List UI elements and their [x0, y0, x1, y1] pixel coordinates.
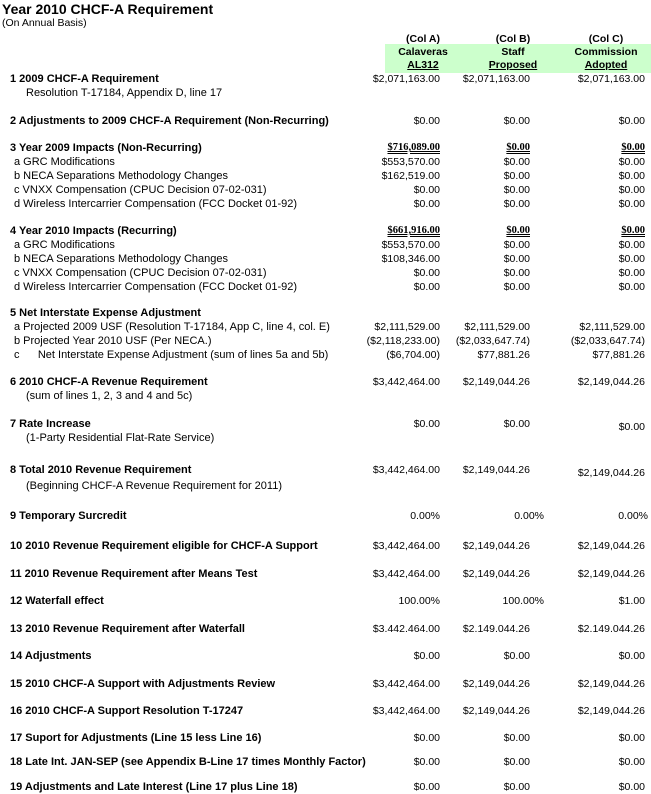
row-label: 15 2010 CHCF-A Support with Adjustments Review: [10, 678, 276, 690]
value-col-b: $0.00: [503, 281, 530, 293]
row-label: a GRC Modifications: [14, 239, 115, 251]
table-row-3b: [0, 169, 651, 183]
table-row-4a: [0, 238, 651, 252]
value-col-b: $0.00: [503, 198, 530, 210]
table-row-8-note: [0, 479, 651, 493]
table-row-4c: [0, 266, 651, 280]
value-col-a: $0.00: [413, 115, 440, 127]
value-col-a: $3,442,464.00: [372, 540, 440, 552]
row-label: c Net Interstate Expense Adjustment (sum of lines 5a and 5b): [14, 349, 329, 361]
value-col-b: ($2,033,647.74): [455, 335, 530, 347]
table-row-4: [0, 224, 651, 238]
row-label: 6 2010 CHCF-A Revenue Requirement: [10, 376, 208, 388]
value-col-a: $2,111,529.00: [374, 321, 440, 333]
value-col-b: $0.00: [503, 732, 530, 744]
table-row-6-note: [0, 389, 651, 403]
value-col-b: 100.00%: [502, 595, 544, 607]
table-row-18: [0, 755, 651, 769]
table-row-14: [0, 649, 651, 663]
value-col-b: $2.149.044.26: [462, 623, 530, 635]
row-label: c VNXX Compensation (CPUC Decision 07-02-031): [14, 267, 267, 279]
value-col-b: $0.00: [503, 239, 530, 251]
table-row-1-note: [0, 86, 651, 100]
row-label: c VNXX Compensation (CPUC Decision 07-02-031): [14, 184, 267, 196]
value-col-a: $661,916.00: [387, 225, 440, 236]
column-header-c: [563, 33, 649, 72]
column-sub: AL312: [407, 59, 439, 71]
value-col-b: $2,071,163.00: [462, 73, 530, 85]
table-row-7: [0, 417, 651, 431]
value-col-c: $77,881.26: [592, 349, 645, 361]
row-label: b Projected Year 2010 USF (Per NECA.): [14, 335, 212, 347]
value-col-b: $0.00: [506, 142, 530, 153]
value-col-c: $0.00: [618, 732, 645, 744]
table-row-7-note: [0, 431, 651, 445]
value-col-a: $0.00: [413, 756, 440, 768]
column-name: Staff: [501, 46, 525, 58]
value-col-b: $2,111,529.00: [464, 321, 530, 333]
value-col-a: $2,071,163.00: [372, 73, 440, 85]
value-col-c: $0.00: [618, 156, 645, 168]
row-label: a Projected 2009 USF (Resolution T-17184, App C, line 4, col. E): [14, 321, 330, 333]
value-col-b: $0.00: [503, 267, 530, 279]
value-col-a: $3,442,464.00: [372, 376, 440, 388]
row-label: 11 2010 Revenue Requirement after Means Test: [10, 568, 258, 580]
row-note: (sum of lines 1, 2, 3 and 4 and 5c): [26, 390, 193, 402]
value-col-a: $716,089.00: [387, 142, 440, 153]
row-label: b NECA Separations Methodology Changes: [14, 253, 229, 265]
table-row-11: [0, 567, 651, 581]
value-col-b: $0.00: [503, 253, 530, 265]
table-row-16: [0, 704, 651, 718]
column-header-b: [470, 33, 556, 72]
row-label: a GRC Modifications: [14, 156, 115, 168]
value-col-c: $1.00: [618, 595, 645, 607]
row-note: (Beginning CHCF-A Revenue Requirement for 2011): [26, 480, 282, 492]
column-sub: Proposed: [488, 59, 538, 71]
table-row-3: [0, 141, 651, 155]
row-label: d Wireless Intercarrier Compensation (FCC Docket 01-92): [14, 281, 298, 293]
table-row-3c: [0, 183, 651, 197]
value-col-b: $2,149,044.26: [462, 464, 530, 476]
value-col-b: $0.00: [503, 781, 530, 793]
value-col-a: 0.00%: [410, 510, 440, 522]
table-row-2: [0, 114, 651, 128]
value-col-c: $2,149,044.26: [577, 678, 645, 690]
value-col-b: $77,881.26: [477, 349, 530, 361]
value-col-c: $0.00: [618, 239, 645, 251]
table-row-13: [0, 622, 651, 636]
row-label: 10 2010 Revenue Requirement eligible for CHCF-A Support: [10, 540, 318, 552]
value-col-c: $0.00: [618, 281, 645, 293]
value-col-b: $0.00: [503, 418, 530, 430]
value-col-b: $2,149,044.26: [462, 678, 530, 690]
value-col-a: $0.00: [413, 267, 440, 279]
row-label: 16 2010 CHCF-A Support Resolution T-17247: [10, 705, 244, 717]
value-col-c: $2,149,044.26: [577, 376, 645, 388]
value-col-b: $0.00: [503, 115, 530, 127]
value-col-a: $3,442,464.00: [372, 568, 440, 580]
column-code: (Col A): [405, 33, 441, 45]
value-col-a: $0.00: [413, 184, 440, 196]
value-col-b: $2,149,044.26: [462, 376, 530, 388]
value-col-a: $3,442,464.00: [372, 678, 440, 690]
value-col-a: $0.00: [413, 732, 440, 744]
row-label: 4 Year 2010 Impacts (Recurring): [10, 225, 177, 237]
value-col-c: 0.00%: [618, 510, 648, 522]
value-col-a: $553,570.00: [381, 239, 440, 251]
value-col-a: ($2,118,233.00): [366, 335, 440, 347]
table-row-1: [0, 72, 651, 86]
row-label: 3 Year 2009 Impacts (Non-Recurring): [10, 142, 202, 154]
table-row-8: [0, 463, 651, 477]
value-col-c: $2,071,163.00: [577, 73, 645, 85]
table-row-15: [0, 677, 651, 691]
page-title: Year 2010 CHCF-A Requirement: [2, 1, 214, 17]
column-header-a: [380, 33, 466, 72]
value-col-c: $0.00: [618, 267, 645, 279]
value-col-a: $3,442,464.00: [372, 464, 440, 476]
table-row-5: [0, 306, 651, 320]
row-label: 17 Suport for Adjustments (Line 15 less Line 16): [10, 732, 262, 744]
value-col-c: $0.00: [618, 198, 645, 210]
value-col-c: $2,111,529.00: [579, 321, 645, 333]
row-label: 12 Waterfall effect: [10, 595, 104, 607]
row-label: d Wireless Intercarrier Compensation (FCC Docket 01-92): [14, 198, 298, 210]
value-col-c: $2,149,044.26: [577, 467, 645, 479]
value-col-a: $0.00: [413, 198, 440, 210]
value-col-c: ($2,033,647.74): [570, 335, 645, 347]
value-col-b: $0.00: [503, 170, 530, 182]
row-label: 1 2009 CHCF-A Requirement: [10, 73, 159, 85]
value-col-c: $0.00: [618, 115, 645, 127]
table-row-5a: [0, 320, 651, 334]
row-label: 19 Adjustments and Late Interest (Line 17 plus Line 18): [10, 781, 298, 793]
value-col-c: $2,149,044.26: [577, 568, 645, 580]
row-label: 7 Rate Increase: [10, 418, 91, 430]
value-col-a: $3,442,464.00: [372, 705, 440, 717]
table-row-3a: [0, 155, 651, 169]
value-col-c: $0.00: [618, 756, 645, 768]
value-col-a: $0.00: [413, 281, 440, 293]
value-col-a: $162,519.00: [381, 170, 440, 182]
row-label: 8 Total 2010 Revenue Requirement: [10, 464, 192, 476]
value-col-a: 100.00%: [398, 595, 440, 607]
page-subtitle: (On Annual Basis): [2, 17, 87, 29]
row-label: 5 Net Interstate Expense Adjustment: [10, 307, 201, 319]
value-col-a: $0.00: [413, 781, 440, 793]
value-col-a: ($6,704.00): [386, 349, 440, 361]
value-col-a: $108,346.00: [381, 253, 440, 265]
value-col-c: $0.00: [618, 170, 645, 182]
value-col-b: $0.00: [503, 156, 530, 168]
table-row-12: [0, 594, 651, 608]
value-col-a: $553,570.00: [381, 156, 440, 168]
value-col-a: $3.442.464.00: [372, 623, 440, 635]
column-sub: Adopted: [584, 59, 628, 71]
row-label: 13 2010 Revenue Requirement after Waterfall: [10, 623, 245, 635]
table-row-10: [0, 539, 651, 553]
value-col-c: $0.00: [618, 184, 645, 196]
column-name: Calaveras: [398, 46, 448, 58]
value-col-b: $0.00: [503, 184, 530, 196]
value-col-a: $0.00: [413, 418, 440, 430]
row-label: b NECA Separations Methodology Changes: [14, 170, 229, 182]
table-row-17: [0, 731, 651, 745]
table-row-5b: [0, 334, 651, 348]
table-row-19: [0, 780, 651, 794]
value-col-c: $0.00: [621, 225, 645, 236]
value-col-c: $0.00: [621, 142, 645, 153]
table-row-5c: [0, 348, 651, 362]
table-row-6: [0, 375, 651, 389]
column-code: (Col C): [588, 33, 624, 45]
value-col-c: $0.00: [618, 253, 645, 265]
value-col-b: $2,149,044.26: [462, 540, 530, 552]
table-row-4d: [0, 280, 651, 294]
value-col-b: $2,149,044.26: [462, 568, 530, 580]
value-col-c: $0.00: [618, 421, 645, 433]
table-row-3d: [0, 197, 651, 211]
table-row-9: [0, 509, 651, 523]
value-col-b: 0.00%: [514, 510, 544, 522]
value-col-b: $0.00: [506, 225, 530, 236]
value-col-b: $0.00: [503, 756, 530, 768]
column-code: (Col B): [495, 33, 531, 45]
row-label: 2 Adjustments to 2009 CHCF-A Requirement (Non-Recurring): [10, 115, 329, 127]
column-name: Commission: [574, 46, 638, 58]
value-col-c: $2.149.044.26: [577, 623, 645, 635]
value-col-a: $0.00: [413, 650, 440, 662]
value-col-c: $2,149,044.26: [577, 540, 645, 552]
row-label: 14 Adjustments: [10, 650, 92, 662]
value-col-c: $0.00: [618, 781, 645, 793]
value-col-b: $2,149,044.26: [462, 705, 530, 717]
value-col-b: $0.00: [503, 650, 530, 662]
value-col-c: $2,149,044.26: [577, 705, 645, 717]
row-note: (1-Party Residential Flat-Rate Service): [26, 432, 215, 444]
row-label: 9 Temporary Surcredit: [10, 510, 127, 522]
row-label: 18 Late Int. JAN-SEP (see Appendix B-Line 17 times Monthly Factor): [10, 756, 366, 768]
table-row-4b: [0, 252, 651, 266]
value-col-c: $0.00: [618, 650, 645, 662]
row-note: Resolution T-17184, Appendix D, line 17: [26, 87, 223, 99]
